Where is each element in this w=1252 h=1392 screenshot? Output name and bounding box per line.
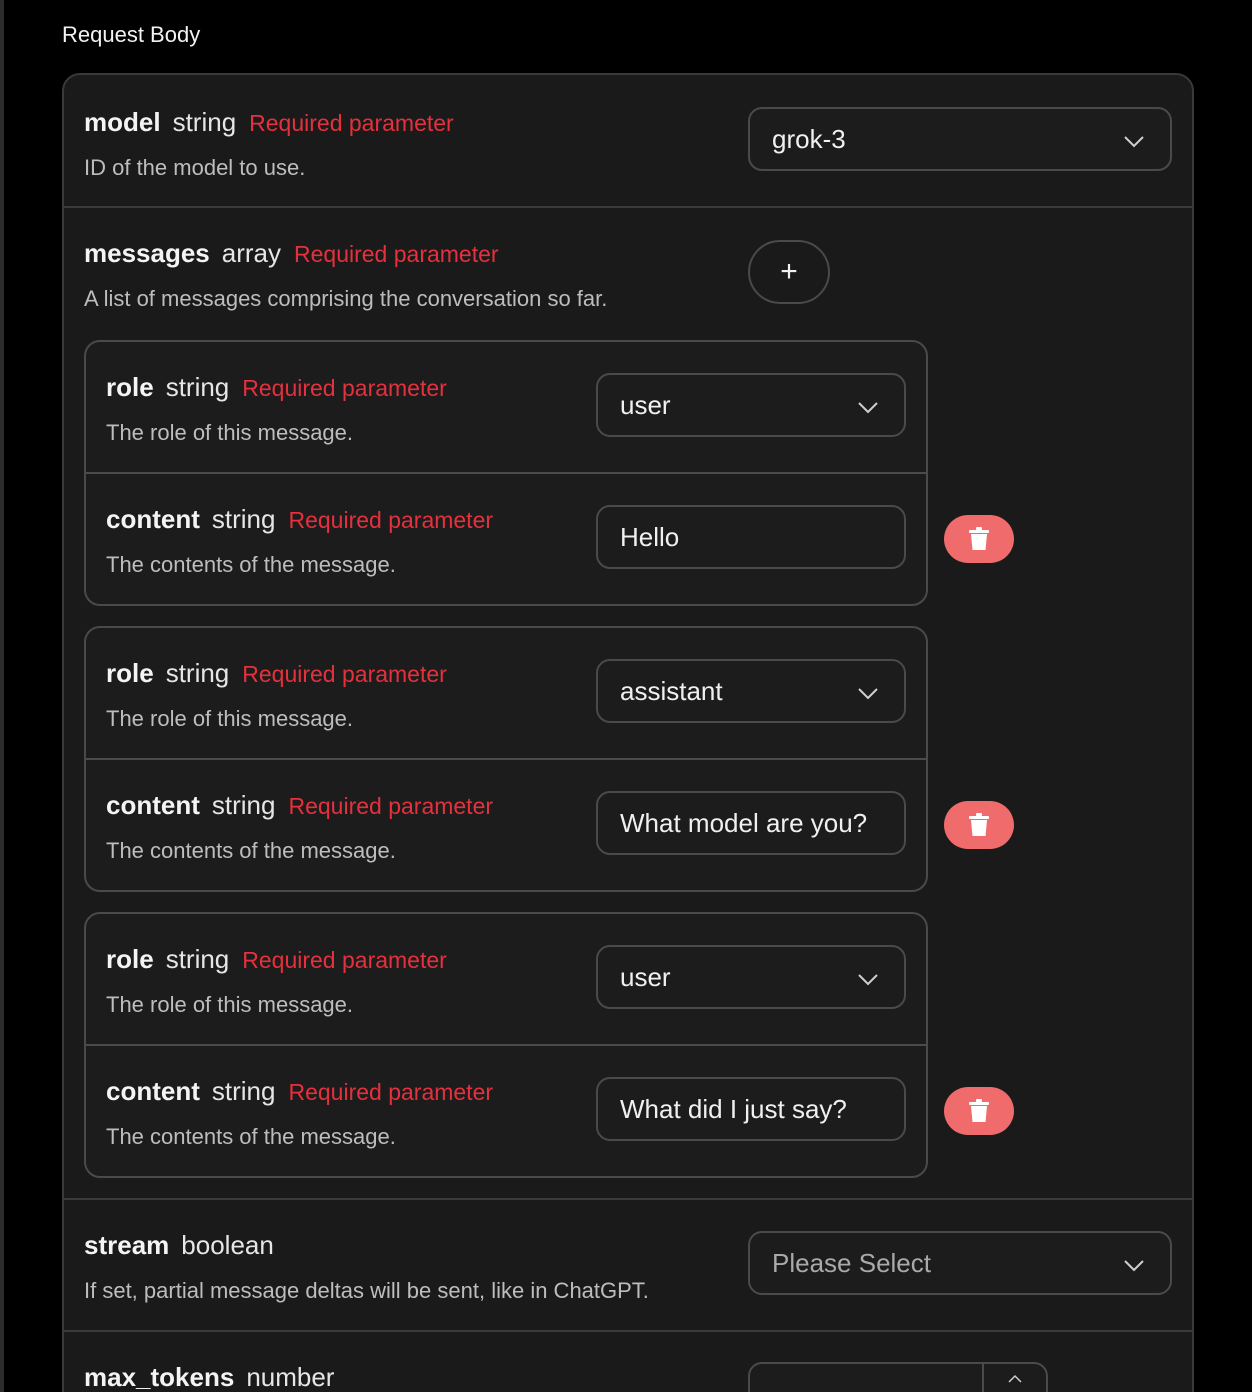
- required-label: Required parameter: [242, 661, 447, 687]
- stream-select[interactable]: [748, 1231, 1172, 1295]
- param-name: role: [106, 944, 154, 974]
- delete-message-button[interactable]: [944, 1087, 1014, 1135]
- required-label: Required parameter: [242, 375, 447, 401]
- delete-message-button[interactable]: [944, 515, 1014, 563]
- trash-icon: [968, 527, 990, 551]
- param-name: content: [106, 504, 200, 534]
- param-header: [84, 1230, 274, 1261]
- param-name: role: [106, 372, 154, 402]
- param-header: [84, 238, 499, 269]
- role-select-value: user: [620, 961, 671, 992]
- required-label: Required parameter: [288, 1079, 494, 1105]
- stream-select-placeholder: Please Select: [772, 1247, 931, 1278]
- role-select[interactable]: [596, 659, 906, 723]
- message-item: [84, 626, 928, 892]
- required-label: Required parameter: [249, 110, 454, 136]
- required-label: Required parameter: [294, 241, 499, 267]
- request-body-card: [62, 73, 1194, 1392]
- param-type: number: [246, 1362, 335, 1392]
- param-name: max_tokens: [84, 1362, 235, 1392]
- param-description: The role of this message.: [106, 992, 354, 1017]
- message-item: [84, 912, 928, 1178]
- param-description: The role of this message.: [106, 706, 354, 731]
- param-header: [84, 107, 454, 138]
- param-row-model: [64, 75, 1192, 208]
- add-message-button[interactable]: +: [748, 240, 830, 304]
- param-type: string: [211, 504, 276, 534]
- increment-button[interactable]: [982, 1364, 1046, 1392]
- max-tokens-number-input[interactable]: [748, 1362, 1048, 1392]
- param-description: If set, partial message deltas will be sent, like in ChatGPT.: [84, 1278, 649, 1303]
- chevron-down-icon: [856, 967, 880, 991]
- required-label: Required parameter: [288, 793, 494, 819]
- content-input[interactable]: What model are you?: [596, 791, 906, 855]
- param-type: string: [172, 107, 237, 137]
- role-select[interactable]: [596, 945, 906, 1009]
- required-label: Required parameter: [288, 507, 494, 533]
- param-header: [106, 944, 447, 975]
- role-select-value: assistant: [620, 675, 723, 706]
- param-name: messages: [84, 238, 210, 268]
- param-row-max-tokens: [64, 1332, 1192, 1392]
- param-name: model: [84, 107, 161, 137]
- param-type: boolean: [181, 1230, 274, 1260]
- left-border: [0, 0, 4, 1392]
- param-row-messages: [64, 208, 1192, 1200]
- message-item: [84, 340, 928, 606]
- param-header: [106, 504, 493, 535]
- param-description: The role of this message.: [106, 420, 354, 445]
- param-description: ID of the model to use.: [84, 155, 306, 180]
- param-header: [106, 790, 493, 821]
- param-row-stream: [64, 1200, 1192, 1332]
- trash-icon: [968, 1099, 990, 1123]
- required-label: Required parameter: [242, 947, 447, 973]
- chevron-down-icon: [1122, 1253, 1146, 1277]
- param-name: content: [106, 1076, 200, 1106]
- divider: [86, 758, 926, 760]
- param-type: string: [165, 944, 230, 974]
- chevron-up-icon: [1006, 1370, 1024, 1388]
- content-input[interactable]: Hello: [596, 505, 906, 569]
- param-type: string: [211, 790, 276, 820]
- chevron-down-icon: [1122, 129, 1146, 153]
- param-description: The contents of the message.: [106, 1124, 396, 1149]
- param-header: [106, 1076, 493, 1107]
- param-description: The contents of the message.: [106, 838, 396, 863]
- divider: [86, 1044, 926, 1046]
- param-header: [84, 1362, 334, 1392]
- chevron-down-icon: [856, 395, 880, 419]
- model-select-value: grok-3: [772, 123, 846, 154]
- param-name: role: [106, 658, 154, 688]
- section-title: Request Body: [62, 22, 201, 47]
- model-select[interactable]: [748, 107, 1172, 171]
- param-header: [106, 372, 447, 403]
- param-name: content: [106, 790, 200, 820]
- param-description: A list of messages comprising the conversation so far.: [84, 286, 608, 311]
- param-header: [106, 658, 447, 689]
- param-type: string: [165, 372, 230, 402]
- param-name: stream: [84, 1230, 170, 1260]
- role-select-value: user: [620, 389, 671, 420]
- chevron-down-icon: [856, 681, 880, 705]
- trash-icon: [968, 813, 990, 837]
- role-select[interactable]: [596, 373, 906, 437]
- delete-message-button[interactable]: [944, 801, 1014, 849]
- divider: [86, 472, 926, 474]
- param-type: array: [221, 238, 282, 268]
- param-type: string: [211, 1076, 276, 1106]
- param-type: string: [165, 658, 230, 688]
- content-input[interactable]: What did I just say?: [596, 1077, 906, 1141]
- param-description: The contents of the message.: [106, 552, 396, 577]
